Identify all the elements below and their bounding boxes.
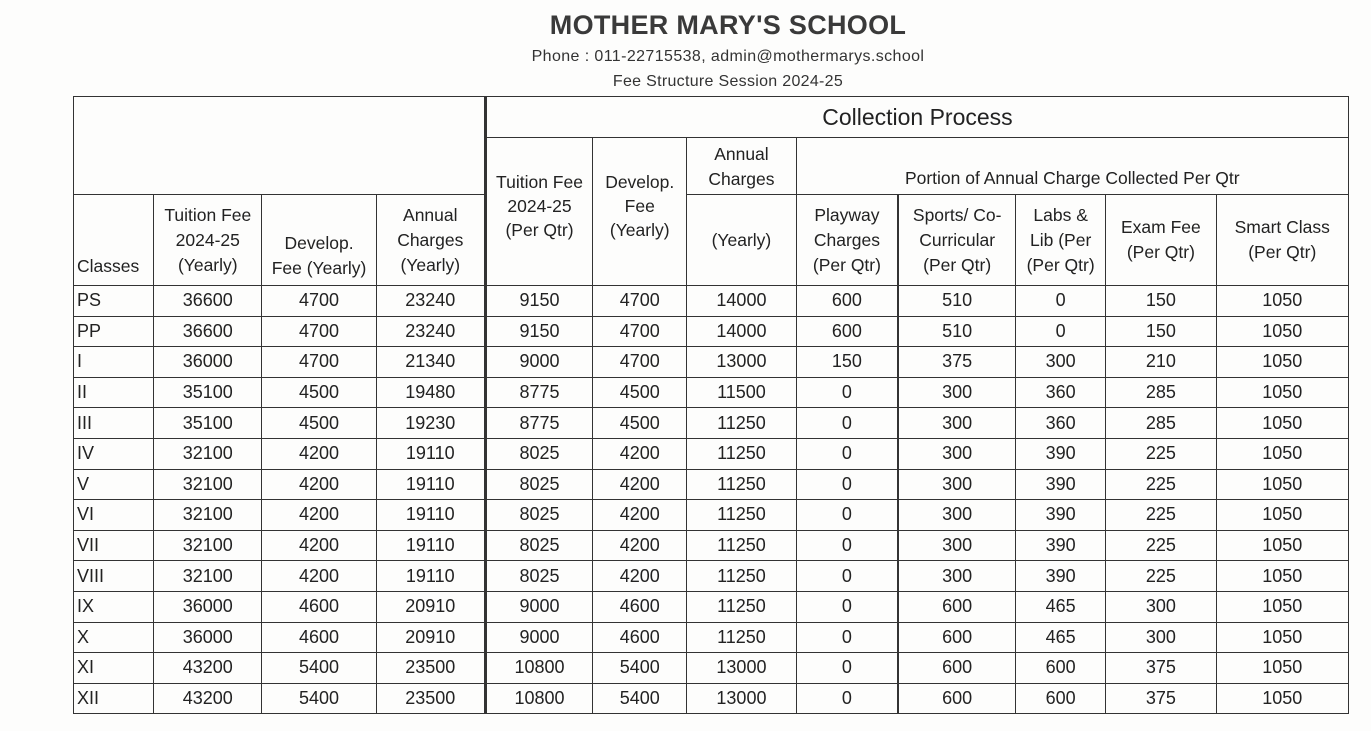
cell-class: IV: [74, 438, 154, 469]
cell-develop-yearly: 4200: [262, 500, 376, 531]
cell-class: PS: [74, 286, 154, 317]
cell-tuition-yearly: 36600: [154, 316, 262, 347]
cell-annual-charges: 13000: [687, 653, 796, 684]
col-playway-line2: Charges: [813, 229, 880, 250]
cell-sports: 300: [898, 469, 1015, 500]
cell-tuition-per-qtr: 8775: [485, 377, 592, 408]
cell-annual-yearly: 19110: [376, 530, 485, 561]
table-row: [74, 591, 1349, 622]
cell-tuition-per-qtr: 8025: [485, 469, 592, 500]
cell-tuition-per-qtr: 10800: [485, 653, 592, 684]
cell-smart: 1050: [1216, 377, 1349, 408]
cell-develop-yearly: 4200: [262, 469, 376, 500]
cell-labs: 0: [1016, 286, 1106, 317]
table-row: [74, 653, 1349, 684]
cell-tuition-yearly: 35100: [154, 377, 262, 408]
cell-tuition-yearly: 32100: [154, 530, 262, 561]
col-annual-yearly-line2: Charges: [397, 229, 464, 250]
cell-annual-yearly: 20910: [376, 622, 485, 653]
col-develop-fee-line2: Fee: [624, 196, 655, 216]
table-row: [74, 286, 1349, 317]
cell-develop-fee: 4600: [593, 622, 687, 653]
cell-exam: 375: [1106, 683, 1216, 714]
cell-smart: 1050: [1216, 408, 1349, 439]
cell-tuition-yearly: 32100: [154, 500, 262, 531]
cell-class: I: [74, 347, 154, 378]
cell-tuition-yearly: 36000: [154, 622, 262, 653]
cell-develop-fee: 4200: [593, 530, 687, 561]
cell-smart: 1050: [1216, 500, 1349, 531]
col-develop-fee: [593, 138, 687, 286]
table-row: [74, 622, 1349, 653]
cell-tuition-per-qtr: 8775: [485, 408, 592, 439]
fee-rows: [74, 286, 1349, 714]
cell-sports: 375: [898, 347, 1015, 378]
cell-develop-yearly: 5400: [262, 653, 376, 684]
cell-labs: 390: [1016, 561, 1106, 592]
cell-sports: 510: [898, 286, 1015, 317]
cell-exam: 150: [1106, 316, 1216, 347]
cell-smart: 1050: [1216, 316, 1349, 347]
cell-playway: 0: [796, 653, 898, 684]
cell-labs: 465: [1016, 591, 1106, 622]
cell-smart: 1050: [1216, 653, 1349, 684]
cell-class: XI: [74, 653, 154, 684]
cell-develop-yearly: 4500: [262, 408, 376, 439]
col-annual-yearly-line3: (Yearly): [400, 254, 461, 275]
cell-exam: 225: [1106, 500, 1216, 531]
cell-annual-yearly: 23240: [376, 316, 485, 347]
col-develop-fee-line3: (Yearly): [609, 220, 670, 240]
cell-playway: 150: [796, 347, 898, 378]
cell-labs: 360: [1016, 377, 1106, 408]
cell-smart: 1050: [1216, 683, 1349, 714]
cell-annual-charges: 13000: [687, 683, 796, 714]
cell-labs: 390: [1016, 530, 1106, 561]
cell-develop-yearly: 4500: [262, 377, 376, 408]
cell-annual-charges: 11500: [687, 377, 796, 408]
cell-develop-yearly: 5400: [262, 683, 376, 714]
col-labs: [1016, 195, 1106, 286]
cell-labs: 600: [1016, 653, 1106, 684]
cell-class: PP: [74, 316, 154, 347]
cell-tuition-yearly: 35100: [154, 408, 262, 439]
col-exam: [1106, 195, 1216, 286]
cell-smart: 1050: [1216, 438, 1349, 469]
cell-sports: 300: [898, 561, 1015, 592]
cell-playway: 0: [796, 530, 898, 561]
cell-class: IX: [74, 591, 154, 622]
cell-sports: 300: [898, 530, 1015, 561]
cell-annual-charges: 11250: [687, 500, 796, 531]
cell-develop-yearly: 4600: [262, 591, 376, 622]
col-labs-line3: (Per Qtr): [1026, 254, 1095, 275]
cell-smart: 1050: [1216, 530, 1349, 561]
cell-annual-yearly: 23500: [376, 683, 485, 714]
cell-sports: 300: [898, 438, 1015, 469]
cell-tuition-per-qtr: 9150: [485, 286, 592, 317]
cell-tuition-yearly: 43200: [154, 683, 262, 714]
cell-develop-fee: 4500: [593, 377, 687, 408]
header-row-3: [74, 195, 1349, 286]
cell-labs: 360: [1016, 408, 1106, 439]
cell-playway: 0: [796, 408, 898, 439]
cell-annual-charges: 11250: [687, 591, 796, 622]
col-tuition-yearly-line3: (Yearly): [177, 254, 238, 275]
cell-smart: 1050: [1216, 591, 1349, 622]
col-tuition-per-qtr-line1: Tuition Fee: [496, 172, 583, 192]
cell-exam: 225: [1106, 530, 1216, 561]
col-sports: [898, 195, 1015, 286]
fee-structure-table: [73, 96, 1349, 714]
cell-develop-yearly: 4700: [262, 316, 376, 347]
cell-annual-charges: 14000: [687, 286, 796, 317]
cell-tuition-per-qtr: 8025: [485, 530, 592, 561]
cell-exam: 225: [1106, 438, 1216, 469]
cell-annual-yearly: 20910: [376, 591, 485, 622]
cell-tuition-per-qtr: 8025: [485, 500, 592, 531]
table-row: [74, 561, 1349, 592]
cell-annual-charges: 11250: [687, 622, 796, 653]
cell-playway: 0: [796, 683, 898, 714]
cell-annual-charges: 11250: [687, 530, 796, 561]
cell-class: VIII: [74, 561, 154, 592]
cell-playway: 0: [796, 500, 898, 531]
cell-annual-yearly: 19480: [376, 377, 485, 408]
cell-develop-yearly: 4700: [262, 286, 376, 317]
col-develop-yearly-line1: Develop.: [284, 233, 354, 253]
col-playway-line1: Playway: [814, 204, 880, 225]
cell-develop-fee: 5400: [593, 653, 687, 684]
cell-develop-yearly: 4700: [262, 347, 376, 378]
header-row-1: [74, 97, 1349, 138]
cell-tuition-per-qtr: 9150: [485, 316, 592, 347]
cell-labs: 0: [1016, 316, 1106, 347]
cell-exam: 285: [1106, 408, 1216, 439]
cell-labs: 300: [1016, 347, 1106, 378]
cell-exam: 285: [1106, 377, 1216, 408]
table-row: [74, 683, 1349, 714]
col-tuition-per-qtr: [485, 138, 592, 286]
cell-sports: 300: [898, 377, 1015, 408]
col-smart: [1216, 195, 1349, 286]
col-annual-yearly: [376, 195, 485, 286]
cell-annual-yearly: 19110: [376, 469, 485, 500]
cell-sports: 600: [898, 683, 1015, 714]
cell-develop-fee: 4600: [593, 591, 687, 622]
cell-tuition-per-qtr: 9000: [485, 347, 592, 378]
cell-annual-yearly: 19110: [376, 438, 485, 469]
cell-develop-fee: 5400: [593, 683, 687, 714]
cell-class: III: [74, 408, 154, 439]
col-tuition-yearly-line1: Tuition Fee: [164, 204, 252, 225]
col-labs-line1: Labs &: [1033, 204, 1088, 225]
cell-sports: 600: [898, 591, 1015, 622]
cell-sports: 600: [898, 622, 1015, 653]
cell-labs: 390: [1016, 438, 1106, 469]
cell-tuition-per-qtr: 8025: [485, 438, 592, 469]
cell-tuition-per-qtr: 8025: [485, 561, 592, 592]
cell-annual-yearly: 21340: [376, 347, 485, 378]
col-exam-line2: (Per Qtr): [1126, 242, 1195, 262]
cell-sports: 600: [898, 653, 1015, 684]
cell-tuition-yearly: 32100: [154, 438, 262, 469]
table-row: [74, 316, 1349, 347]
cell-annual-charges: 14000: [687, 316, 796, 347]
cell-playway: 0: [796, 469, 898, 500]
col-smart-line2: (Per Qtr): [1248, 242, 1317, 262]
cell-annual-yearly: 23500: [376, 653, 485, 684]
cell-tuition-yearly: 32100: [154, 469, 262, 500]
col-annual-yearly-line1: Annual: [403, 204, 458, 225]
col-sports-line2: Curricular: [919, 229, 996, 250]
cell-smart: 1050: [1216, 622, 1349, 653]
cell-sports: 300: [898, 408, 1015, 439]
col-playway: [796, 195, 898, 286]
cell-class: XII: [74, 683, 154, 714]
cell-develop-fee: 4200: [593, 500, 687, 531]
cell-labs: 465: [1016, 622, 1106, 653]
cell-annual-charges: 11250: [687, 408, 796, 439]
cell-exam: 150: [1106, 286, 1216, 317]
cell-playway: 0: [796, 561, 898, 592]
cell-develop-fee: 4200: [593, 469, 687, 500]
table-row: [74, 377, 1349, 408]
cell-tuition-yearly: 36000: [154, 347, 262, 378]
cell-annual-charges: 11250: [687, 438, 796, 469]
cell-class: V: [74, 469, 154, 500]
cell-annual-yearly: 19230: [376, 408, 485, 439]
cell-annual-yearly: 19110: [376, 561, 485, 592]
cell-develop-yearly: 4200: [262, 561, 376, 592]
cell-playway: 0: [796, 377, 898, 408]
col-smart-line1: Smart Class: [1234, 217, 1330, 237]
col-tuition-per-qtr-line2: 2024-25: [507, 196, 572, 216]
cell-labs: 600: [1016, 683, 1106, 714]
cell-exam: 225: [1106, 561, 1216, 592]
cell-exam: 210: [1106, 347, 1216, 378]
cell-develop-fee: 4200: [593, 561, 687, 592]
cell-labs: 390: [1016, 500, 1106, 531]
table-row: [74, 438, 1349, 469]
header-blank-cell: [74, 97, 486, 195]
col-tuition-per-qtr-line3: (Per Qtr): [505, 220, 574, 240]
cell-annual-charges: 11250: [687, 469, 796, 500]
cell-develop-fee: 4700: [593, 347, 687, 378]
cell-exam: 375: [1106, 653, 1216, 684]
cell-sports: 300: [898, 500, 1015, 531]
cell-develop-yearly: 4200: [262, 438, 376, 469]
cell-playway: 0: [796, 438, 898, 469]
cell-develop-yearly: 4600: [262, 622, 376, 653]
cell-playway: 600: [796, 286, 898, 317]
col-annual-charges: [687, 138, 796, 195]
cell-annual-charges: 11250: [687, 561, 796, 592]
col-develop-fee-line1: Develop.: [605, 172, 675, 192]
cell-tuition-per-qtr: 9000: [485, 622, 592, 653]
col-tuition-yearly: [154, 195, 262, 286]
cell-playway: 600: [796, 316, 898, 347]
table-row: [74, 347, 1349, 378]
collection-process-heading: Collection Process: [485, 97, 1348, 138]
cell-exam: 225: [1106, 469, 1216, 500]
cell-exam: 300: [1106, 591, 1216, 622]
col-classes: Classes: [74, 195, 154, 286]
cell-annual-charges: 13000: [687, 347, 796, 378]
cell-tuition-yearly: 32100: [154, 561, 262, 592]
col-sports-line3: (Per Qtr): [923, 254, 992, 275]
cell-class: X: [74, 622, 154, 653]
cell-develop-fee: 4700: [593, 316, 687, 347]
cell-annual-yearly: 23240: [376, 286, 485, 317]
cell-develop-fee: 4500: [593, 408, 687, 439]
cell-smart: 1050: [1216, 347, 1349, 378]
portion-heading: Portion of Annual Charge Collected Per Qtr: [796, 138, 1348, 195]
cell-sports: 510: [898, 316, 1015, 347]
col-labs-line2: Lib (Per: [1030, 229, 1092, 250]
cell-smart: 1050: [1216, 469, 1349, 500]
cell-develop-fee: 4200: [593, 438, 687, 469]
col-annual-charges-line1: Annual: [714, 144, 769, 164]
col-develop-yearly: [262, 195, 376, 286]
school-name: MOTHER MARY'S SCHOOL: [549, 10, 907, 40]
cell-develop-yearly: 4200: [262, 530, 376, 561]
cell-class: VII: [74, 530, 154, 561]
cell-annual-yearly: 19110: [376, 500, 485, 531]
cell-class: VI: [74, 500, 154, 531]
cell-tuition-yearly: 43200: [154, 653, 262, 684]
cell-develop-fee: 4700: [593, 286, 687, 317]
cell-tuition-yearly: 36600: [154, 286, 262, 317]
cell-smart: 1050: [1216, 286, 1349, 317]
cell-class: II: [74, 377, 154, 408]
table-row: [74, 408, 1349, 439]
cell-tuition-per-qtr: 9000: [485, 591, 592, 622]
col-sports-line1: Sports/ Co-: [912, 204, 1002, 225]
cell-tuition-per-qtr: 10800: [485, 683, 592, 714]
cell-tuition-yearly: 36000: [154, 591, 262, 622]
col-annual-charges-sub: (Yearly): [687, 195, 796, 286]
school-contact: Phone : 011-22715538, admin@mothermarys.school: [531, 48, 925, 65]
cell-playway: 0: [796, 591, 898, 622]
cell-exam: 300: [1106, 622, 1216, 653]
col-playway-line3: (Per Qtr): [812, 254, 881, 275]
cell-playway: 0: [796, 622, 898, 653]
table-row: [74, 469, 1349, 500]
fee-session-title: Fee Structure Session 2024-25: [612, 73, 844, 90]
col-develop-yearly-line2: Fee (Yearly): [271, 258, 367, 278]
col-annual-charges-line2: Charges: [708, 169, 775, 189]
table-row: [74, 530, 1349, 561]
col-exam-line1: Exam Fee: [1121, 217, 1201, 237]
col-tuition-yearly-line2: 2024-25: [175, 229, 240, 250]
cell-smart: 1050: [1216, 561, 1349, 592]
cell-labs: 390: [1016, 469, 1106, 500]
table-row: [74, 500, 1349, 531]
